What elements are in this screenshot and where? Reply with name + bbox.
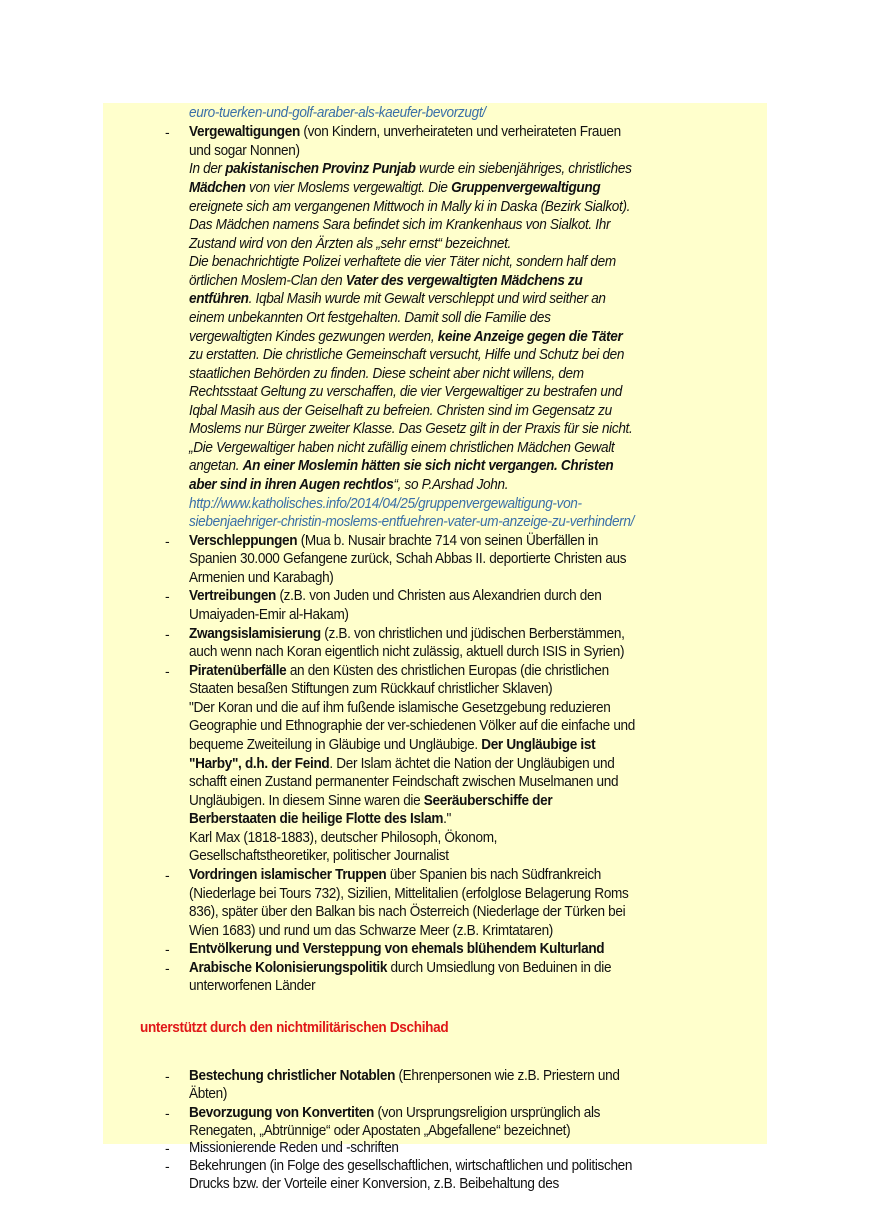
quote-line: zu erstatten. Die christliche Gemeinschaft versucht, Hilfe und Schutz bei den <box>189 347 625 363</box>
quote-line: Rechtsstaat Geltung zu verschaffen, die vier Vergewaltiger zu bestrafen und <box>189 384 623 400</box>
quote-line: aber sind in ihren Augen rechtlos“, so P.Arshad John. <box>189 477 509 493</box>
bullet-dash: - <box>165 533 170 549</box>
item-text-line: Renegaten, „Abtrünnige“ oder Apostaten „Abgefallene“ bezeichnet) <box>189 1123 571 1139</box>
list-item-piratenueberfaelle: Piratenüberfälle an den Küsten des christlichen Europas (die christlichen <box>189 663 609 679</box>
item-text-line: Wien 1683) und rund um das Schwarze Meer (z.B. Krimtataren) <box>189 923 553 939</box>
quote-line: Geographie und Ethnographie der ver-schiedenen Völker auf die einfache und <box>189 718 635 734</box>
quote-line: staatlichen Behörden zu finden. Diese scheint aber nicht willens, dem <box>189 366 584 382</box>
quote-line: Ungläubigen. In diesem Sinne waren die Seeräuberschiffe der <box>189 793 553 809</box>
item-text-line: Armenien und Karabagh) <box>189 570 334 586</box>
quote-attribution: Gesellschaftstheoretiker, politischer Journalist <box>189 848 449 864</box>
item-text-line: Spanien 30.000 Gefangene zurück, Schah Abbas II. deportierte Christen aus <box>189 551 627 567</box>
quote-line: angetan. An einer Moslemin hätten sie sich nicht vergangen. Christen <box>189 458 614 474</box>
item-text: (von Kindern, unverheirateten und verheirateten Frauen <box>299 124 621 140</box>
list-item-bestechung: Bestechung christlicher Notablen (Ehrenpersonen wie z.B. Priestern und <box>189 1068 620 1084</box>
list-item-zwangsislamisierung: Zwangsislamisierung (z.B. von christlichen und jüdischen Berberstämmen, <box>189 626 625 642</box>
quote-line: einem unbekannten Ort festgehalten. Damit soll die Familie des <box>189 310 551 326</box>
source-link[interactable]: http://www.katholisches.info/2014/04/25/gruppenvergewaltigung-von- <box>189 496 582 512</box>
link-tail[interactable]: euro-tuerken-und-golf-araber-als-kaeufer-bevorzugt/ <box>189 105 486 121</box>
list-item-bekehrungen: Bekehrungen (in Folge des gesellschaftlichen, wirtschaftlichen und politischen <box>189 1158 633 1174</box>
quote-line: örtlichen Moslem-Clan den Vater des vergewaltigten Mädchens zu <box>189 273 583 289</box>
quote-line: Moslems nur Bürger zweiter Klasse. Das Gesetz gilt in der Praxis für sie nicht. <box>189 421 633 437</box>
item-text-line: 836), später über den Balkan bis nach Österreich (Niederlage der Türken bei <box>189 904 626 920</box>
item-text-line: Staaten besaßen Stiftungen zum Rückkauf christlicher Sklaven) <box>189 681 553 697</box>
quote-line: vergewaltigten Kindes gezwungen werden, keine Anzeige gegen die Täter <box>189 329 623 345</box>
quote-line: ereignete sich am vergangenen Mittwoch in Mally ki in Daska (Bezirk Sialkot). <box>189 199 631 215</box>
quote-attribution: Karl Max (1818-1883), deutscher Philosoph, Ökonom, <box>189 830 498 846</box>
list-item-kolonisierungspolitik: Arabische Kolonisierungspolitik durch Umsiedlung von Beduinen in die <box>189 960 612 976</box>
item-text-line: auch wenn nach Koran eigentlich nicht zulässig, aktuell durch ISIS in Syrien) <box>189 644 625 660</box>
quote-line: Die benachrichtigte Polizei verhaftete die vier Täter nicht, sondern half dem <box>189 254 616 270</box>
quote-line: Zustand wird von den Ärzten als „sehr ernst“ bezeichnet. <box>189 236 512 252</box>
quote-line: „Die Vergewaltiger haben nicht zufällig einem christlichen Mädchen Gewalt <box>189 440 615 456</box>
quote-line: "Harby", d.h. der Feind. Der Islam ächtet die Nation der Ungläubigen und <box>189 756 615 772</box>
quote-line: Das Mädchen namens Sara befindet sich im Krankenhaus von Sialkot. Ihr <box>189 217 611 233</box>
source-link[interactable]: siebenjaehriger-christin-moslems-entfuehren-vater-um-anzeige-zu-verhindern/ <box>189 514 635 530</box>
item-text-line: Äbten) <box>189 1086 228 1102</box>
item-text-line: unterworfenen Länder <box>189 978 316 994</box>
bullet-dash: - <box>165 1068 170 1084</box>
quote-line: bequeme Zweiteilung in Gläubige und Ungläubige. Der Ungläubige ist <box>189 737 596 753</box>
item-text-line: Drucks bzw. der Vorteile einer Konversion, z.B. Beibehaltung des <box>189 1176 559 1192</box>
list-item-vertreibungen: Vertreibungen (z.B. von Juden und Christen aus Alexandrien durch den <box>189 588 602 604</box>
item-text-line: Umaiyaden-Emir al-Hakam) <box>189 607 349 623</box>
bullet-dash: - <box>165 124 170 140</box>
bullet-dash: - <box>165 1140 170 1156</box>
item-title: Vergewaltigungen <box>189 124 300 140</box>
bullet-dash: - <box>165 867 170 883</box>
list-item-vordringen: Vordringen islamischer Truppen über Spanien bis nach Südfrankreich <box>189 867 602 883</box>
document-page <box>103 103 767 1192</box>
bullet-dash: - <box>165 1158 170 1174</box>
quote-line: In der pakistanischen Provinz Punjab wurde ein siebenjähriges, christliches <box>189 161 632 177</box>
quote-line: schafft einen Zustand permanenter Feindschaft zwischen Muselmanen und <box>189 774 619 790</box>
quote-line: Iqbal Masih aus der Geiselhaft zu befreien. Christen sind im Gegensatz zu <box>189 403 612 419</box>
quote-line: "Der Koran und die auf ihm fußende islamische Gesetzgebung reduzieren <box>189 700 611 716</box>
list-item-bevorzugung: Bevorzugung von Konvertiten (von Ursprungsreligion ursprünglich als <box>189 1105 601 1121</box>
list-item-vergewaltigungen <box>189 123 621 141</box>
quote-line: Mädchen von vier Moslems vergewaltigt. Die Gruppenvergewaltigung <box>189 180 601 196</box>
bullet-dash: - <box>165 941 170 957</box>
list-item-missionierende-reden: Missionierende Reden und -schriften <box>189 1140 399 1156</box>
bullet-dash: - <box>165 960 170 976</box>
bullet-dash: - <box>165 663 170 679</box>
bullet-dash: - <box>165 588 170 604</box>
bullet-dash: - <box>165 1105 170 1121</box>
item-text-line: (Niederlage bei Tours 732), Sizilien, Mittelitalien (erfolglose Belagerung Roms <box>189 886 629 902</box>
list-item-entvoelkerung: Entvölkerung und Versteppung von ehemals blühendem Kulturland <box>189 941 605 957</box>
quote-line: Berberstaaten die heilige Flotte des Islam." <box>189 811 452 827</box>
bullet-dash: - <box>165 626 170 642</box>
quote-line: entführen. Iqbal Masih wurde mit Gewalt verschleppt und wird seither an <box>189 291 606 307</box>
section-heading: unterstützt durch den nichtmilitärischen Dschihad <box>140 1020 449 1036</box>
item-text-line: und sogar Nonnen) <box>189 143 300 159</box>
list-item-verschleppungen: Verschleppungen (Mua b. Nusair brachte 714 von seinen Überfällen in <box>189 533 598 549</box>
